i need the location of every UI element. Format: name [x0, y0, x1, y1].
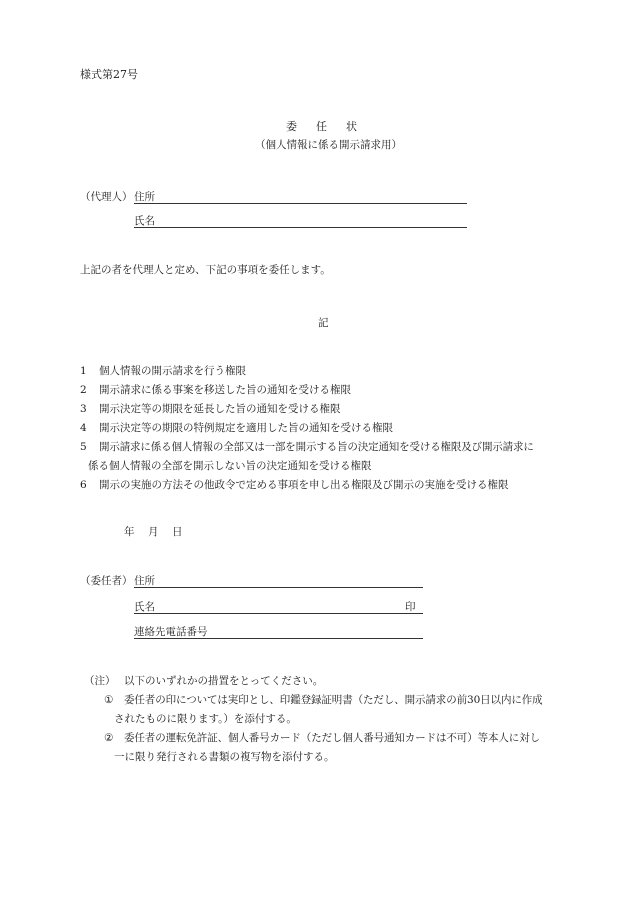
agent-label: （代理人）	[80, 191, 133, 203]
list-item-num: 3	[80, 403, 87, 415]
note-intro: 以下のいずれかの措置をとってください。	[124, 675, 324, 687]
list-item-num: 2	[80, 384, 87, 396]
principal-address-line	[134, 587, 423, 588]
note-item-mark: ①	[104, 694, 114, 706]
date-year-label: 年	[124, 526, 135, 538]
list-item: 開示の実施の方法その他政令で定める事項を申し出る権限及び開示の実施を受ける権限	[99, 479, 509, 491]
list-item: 開示請求に係る個人情報の全部又は一部を開示する旨の決定通知を受ける権限及び開示請求に	[99, 441, 534, 453]
note-item-mark: ②	[104, 732, 114, 744]
list-item: 開示決定等の期限を延長した旨の通知を受ける権限	[99, 403, 341, 415]
list-item-num: 1	[80, 365, 87, 377]
ki-heading: 記	[318, 317, 329, 329]
form-number: 様式第27号	[80, 68, 138, 81]
note-item-continuation: 一に限り発行される書類の複写物を添付する。	[114, 751, 335, 763]
principal-address-label: 住所	[134, 575, 155, 587]
list-item: 個人情報の開示請求を行う権限	[99, 365, 246, 377]
date-month-label: 月	[148, 526, 159, 538]
agent-address-label: 住所	[134, 191, 155, 203]
seal-mark: 印	[405, 601, 416, 613]
agent-name-line	[134, 227, 467, 228]
title-char-1: 委	[286, 120, 297, 133]
title-char-3: 状	[346, 120, 357, 133]
list-item: 開示請求に係る事案を移送した旨の通知を受ける権限	[99, 384, 351, 396]
agent-address-line	[134, 203, 467, 204]
delegation-statement: 上記の者を代理人と定め、下記の事項を委任します。	[80, 264, 331, 276]
principal-label: （委任者）	[80, 575, 133, 587]
list-item-num: 4	[80, 422, 87, 434]
list-item-num: 5	[80, 441, 87, 453]
principal-phone-line	[134, 638, 423, 639]
list-item-continuation: 係る個人情報の全部を開示しない旨の決定通知を受ける権限	[88, 460, 372, 472]
list-item-num: 6	[80, 479, 87, 491]
note-item-text: 委任者の印については実印とし、印鑑登録証明書（ただし、開示請求の前30日以内に作成	[124, 694, 543, 706]
note-item-continuation: されたものに限ります。）を添付する。	[114, 713, 297, 725]
principal-phone-label: 連絡先電話番号	[134, 626, 208, 638]
principal-name-line	[134, 613, 423, 614]
date-day-label: 日	[172, 526, 183, 538]
list-item: 開示決定等の期限の特例規定を適用した旨の通知を受ける権限	[99, 422, 393, 434]
agent-name-label: 氏名	[134, 215, 155, 227]
note-label: （注）	[84, 675, 116, 687]
principal-name-label: 氏名	[134, 601, 155, 613]
document-subtitle: （個人情報に係る開示請求用）	[255, 139, 402, 151]
title-char-2: 任	[316, 120, 327, 133]
note-item-text: 委任者の運転免許証、個人番号カード（ただし個人番号通知カードは不可）等本人に対し	[124, 732, 540, 744]
